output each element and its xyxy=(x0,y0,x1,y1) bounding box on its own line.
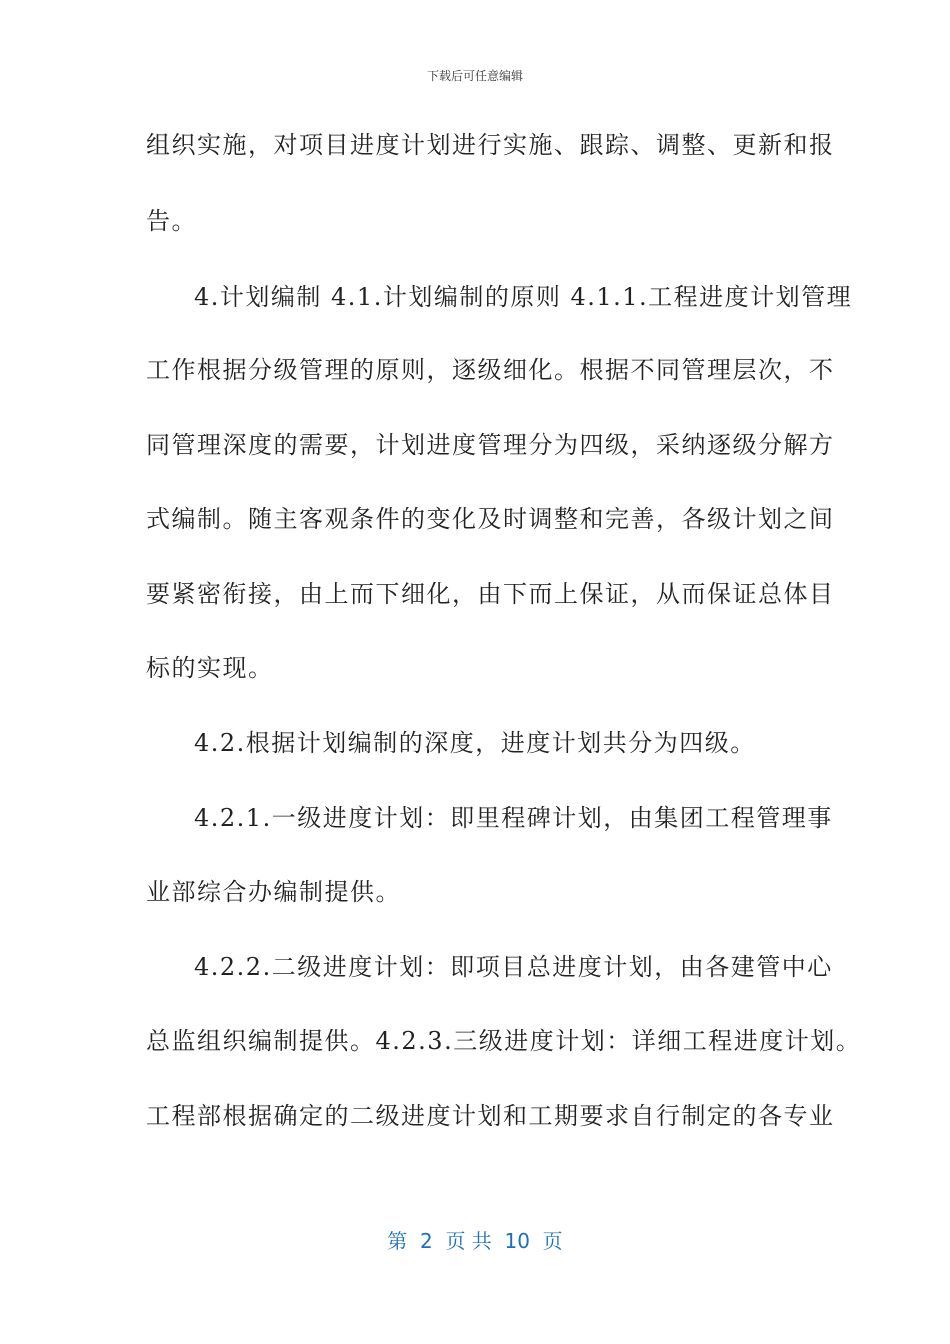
body-line-3: 4.计划编制 4.1.计划编制的原则 4.1.1.工程进度计划管理 xyxy=(194,283,853,311)
page-header: 下载后可任意编辑 xyxy=(426,69,523,83)
body-line-6: 式编制。随主客观条件的变化及时调整和完善，各级计划之间 xyxy=(146,505,835,533)
body-line-4: 工作根据分级管理的原则，逐级细化。根据不同管理层次，不 xyxy=(146,356,835,384)
body-line-1: 组织实施，对项目进度计划进行实施、跟踪、调整、更新和报 xyxy=(146,131,835,159)
body-line-14: 工程部根据确定的二级进度计划和工期要求自行制定的各专业 xyxy=(146,1102,835,1130)
body-line-2: 告。 xyxy=(146,207,197,235)
body-line-7: 要紧密衔接，由上而下细化，由下而上保证，从而保证总体目 xyxy=(146,580,835,608)
body-line-9: 4.2.根据计划编制的深度，进度计划共分为四级。 xyxy=(194,729,756,757)
body-line-13: 总监组织编制提供。4.2.3.三级进度计划：详细工程进度计划。 xyxy=(146,1027,862,1055)
body-line-10: 4.2.1.一级进度计划：即里程碑计划，由集团工程管理事 xyxy=(194,804,833,832)
body-line-12: 4.2.2.二级进度计划：即项目总进度计划，由各建管中心 xyxy=(194,953,833,981)
body-line-11: 业部综合办编制提供。 xyxy=(146,878,401,906)
body-line-5: 同管理深度的需要，计划进度管理分为四级，采纳逐级分解方 xyxy=(146,431,835,459)
page-footer: 第 2 页 共 10 页 xyxy=(387,1229,563,1253)
body-line-8: 标的实现。 xyxy=(146,654,274,682)
